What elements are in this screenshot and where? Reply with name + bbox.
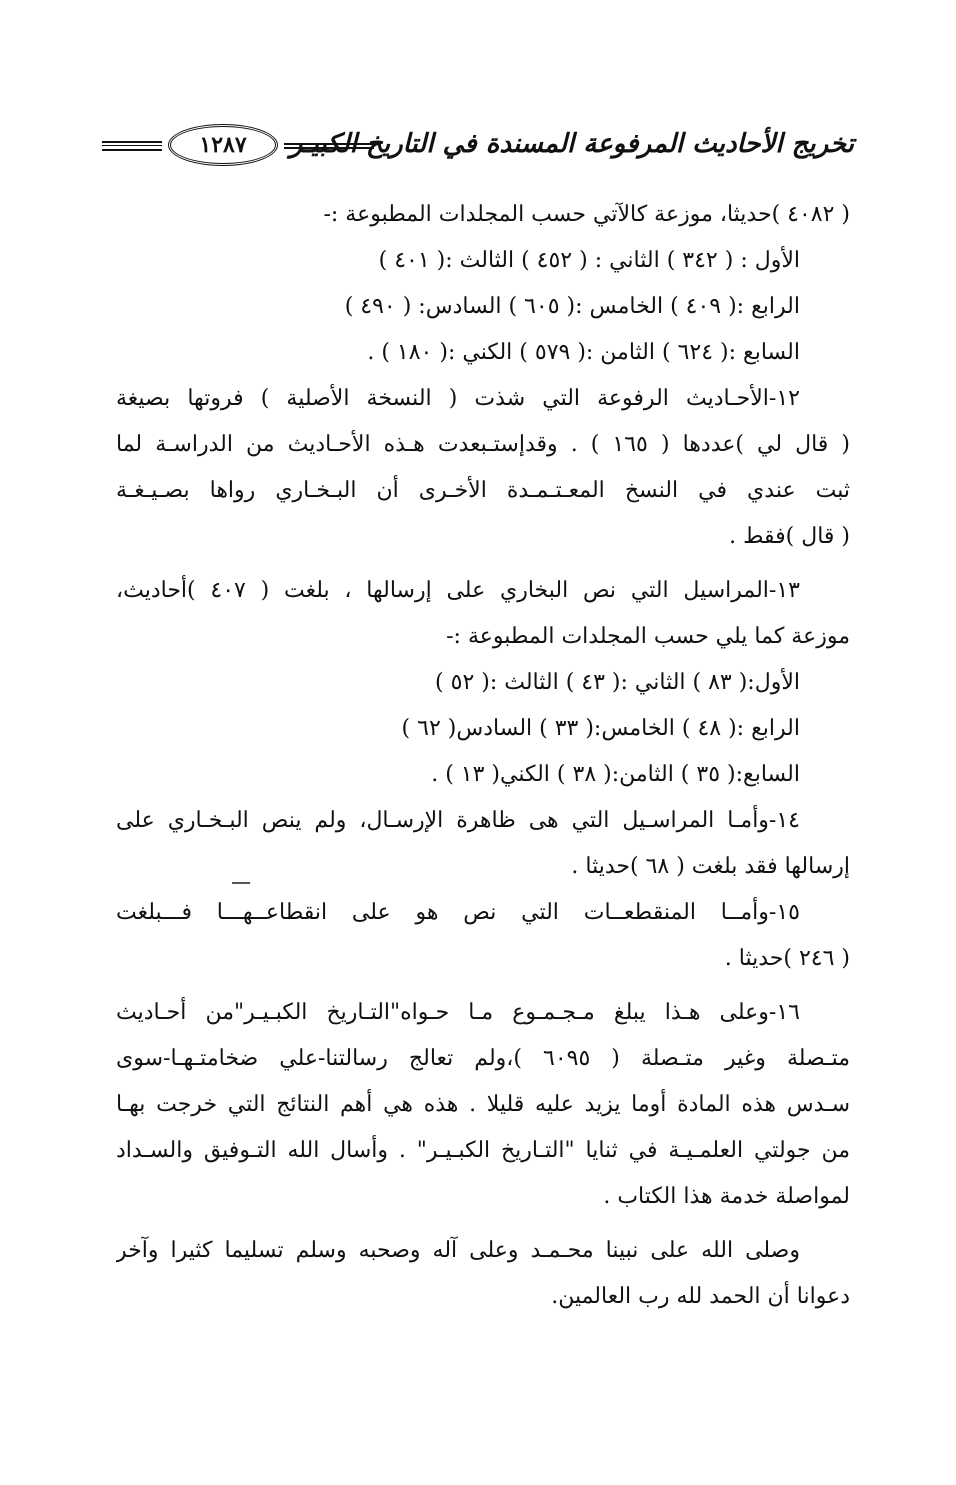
- header-rule-left: [102, 141, 162, 151]
- header-title: تخريج الأحاديث المرفوعة المسندة في التاريخ الكبيـر: [289, 129, 854, 159]
- paragraph-gap: [116, 1220, 850, 1228]
- text-line: الرابع :( ٤٨ ) الخامس:( ٣٣ ) السادس( ٦٢ ): [401, 716, 800, 741]
- paragraph-gap: [116, 982, 850, 990]
- page-number-frame: [168, 124, 278, 166]
- text-line: ١٤-وأمـا المراسـيل التي هى ظاهرة الإرسـال، ولم ينص البـخـاري على: [116, 808, 800, 833]
- text-line: السابع:( ٣٥ ) الثامن:( ٣٨ ) الكني( ١٣ ) .: [431, 762, 800, 787]
- text-line: ١٦-وعلى هـذا يبلغ مـجـمـوع مـا حـواه"التـاريخ الكبـيـر"من أحـاديث: [116, 1000, 800, 1025]
- text-line: ( قال )فقط .: [729, 524, 850, 549]
- text-line: دعوانا أن الحمد لله رب العالمين.: [551, 1284, 850, 1309]
- text-line: سـدس هذه المادة أوما يزيد عليه قليلا . هذه هي أهم النتائج التي خرجت بهـا: [116, 1092, 850, 1117]
- text-line: إرسالها فقد بلغت ( ٦٨ )حديثا .: [571, 854, 850, 879]
- text-line: ١٢-الأحـاديث الرفوعة التي شذت ( النسخة الأصلية ) فروتها بصيغة: [116, 386, 800, 411]
- body-text: [116, 192, 850, 1320]
- text-line: السابع :( ٦٢٤ ) الثامن :( ٥٧٩ ) الكني :( ١٨٠ ) .: [367, 340, 800, 365]
- stray-mark: [232, 882, 250, 884]
- text-line: ( قال لي )عددها ( ١٦٥ ) . وقدإستـبعدت هـذه الأحـاديث من الدراسـة لما: [116, 432, 850, 457]
- text-line: وصلى الله على نبينا محـمـد وعلى آله وصحبه وسلم تسليما كثيرا وآخر: [116, 1238, 800, 1263]
- text-line: ١٣-المراسيل التي نص البخاري على إرسالها ، بلغت ( ٤٠٧ )أحاديث،: [116, 578, 800, 603]
- text-line: لمواصلة خدمة هذا الكتاب .: [603, 1184, 850, 1209]
- text-line: متـصلة وغير متـصلة ( ٦٠٩٥ )،ولم تعالج رسالتنا-علي ضخامتـهـا-سوى: [116, 1046, 850, 1071]
- text-line: موزعة كما يلي حسب المجلدات المطبوعة :-: [446, 624, 850, 649]
- text-line: الأول : ( ٣٤٢ ) الثاني : ( ٤٥٢ ) الثالث :( ٤٠١ ): [378, 248, 800, 273]
- paragraph-gap: [116, 560, 850, 568]
- header-rule-right: [284, 143, 374, 149]
- text-line: ( ٤٠٨٢ )حديثا، موزعة كالآتي حسب المجلدات المطبوعة :-: [323, 202, 850, 227]
- text-line: الرابع :( ٤٠٩ ) الخامس :( ٦٠٥ ) السادس: ( ٤٩٠ ): [344, 294, 800, 319]
- running-header: [104, 122, 854, 170]
- text-line: ( ٢٤٦ )حديثا .: [724, 946, 850, 971]
- text-line: ١٥-وأمــا المنقطعــات التي نص هو على انقطاعــهـــا فـــبلغت: [116, 900, 800, 925]
- text-line: من جولتي العلمـيـة في ثنايا "التـاريخ الكبـيـر" . وأسال الله التـوفيق والسـداد: [116, 1138, 850, 1163]
- page-number: ١٢٨٧: [199, 132, 247, 158]
- text-line: الأول:( ٨٣ ) الثاني :( ٤٣ ) الثالث :( ٥٢ ): [435, 670, 800, 695]
- text-line: ثبت عندي في النسخ المعـتـمـدة الأخـرى أن البـخـاري رواها بصـيـغـة: [116, 478, 850, 503]
